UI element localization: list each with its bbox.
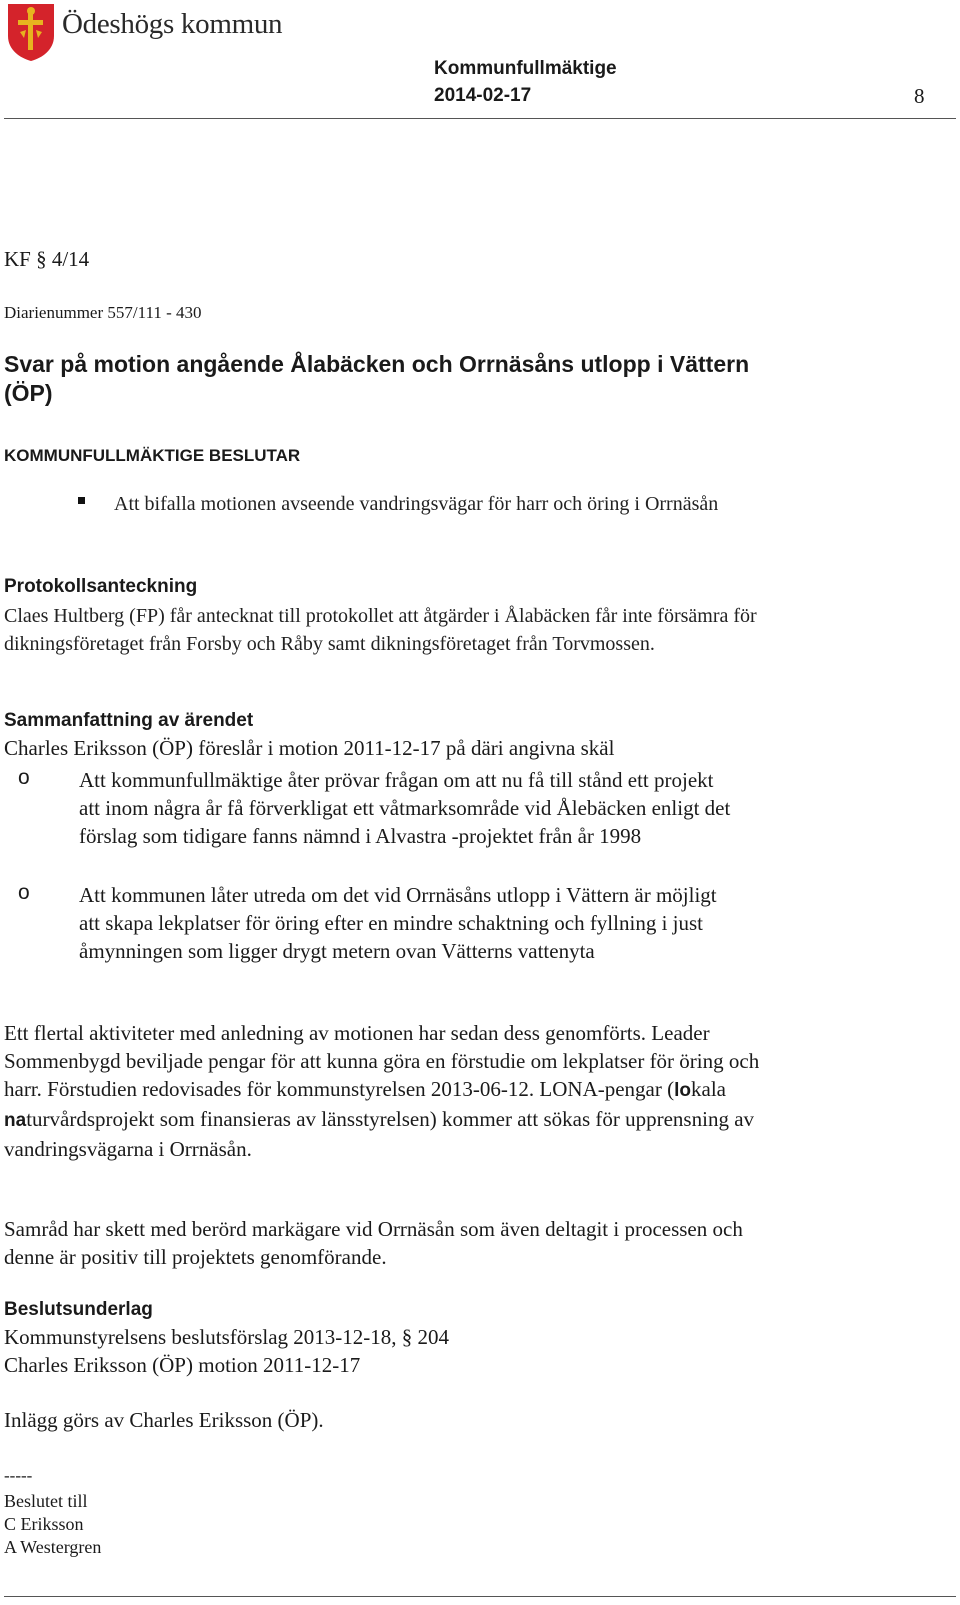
- basis-heading: Beslutsunderlag: [4, 1299, 153, 1320]
- footer-divider: [4, 1596, 956, 1597]
- logo-wordmark: Ödeshögs kommun: [62, 8, 283, 40]
- protocol-note-text: Claes Hultberg (FP) får antecknat till protokollet att åtgärder i Ålabäcken får inte försämra för dikningsföretaget från Forsby och Råby samt dikningsföretaget från Torvmossen.: [4, 605, 757, 655]
- list-marker: o: [18, 766, 30, 789]
- basis-item: Kommunstyrelsens beslutsförslag 2013-12-18, § 204: [4, 1325, 450, 1349]
- statement: Inlägg görs av Charles Eriksson (ÖP).: [4, 1408, 324, 1432]
- recipient: C Eriksson: [4, 1514, 84, 1534]
- square-bullet-icon: [78, 497, 85, 504]
- summary-intro: Charles Eriksson (ÖP) föreslår i motion 2011-12-17 på däri angivna skäl: [4, 736, 615, 760]
- list-item: Att kommunfullmäktige åter prövar frågan om att nu få till stånd ett projekt att inom några år få förverkligat ett våtmarksområde vid Ålebäcken enligt det förslag som tidigare fanns nämnd i Alvastra -projektet från år 1998: [79, 768, 731, 848]
- page-title: Svar på motion angående Ålabäcken och Orrnäsåns utlopp i Vättern (ÖP): [4, 351, 750, 406]
- summary-text: kala: [691, 1077, 726, 1101]
- coat-of-arms-icon: [4, 2, 60, 62]
- summary-text: Ett flertal aktiviteter med anledning av motionen har sedan dess genomförts. Leader Sommenbygd beviljade pengar för att kunna göra en förstudie om lekplatser för öring och harr. Förstudien redovisades för kommunstyrelsen 2013-06-12. LONA-pengar (: [4, 1021, 760, 1101]
- meeting-name: Kommunfullmäktige: [434, 58, 617, 79]
- diarienummer: Diarienummer 557/111 - 430: [4, 303, 202, 322]
- emphasis: lo: [674, 1080, 691, 1101]
- protocol-note-heading: Protokollsanteckning: [4, 576, 198, 597]
- emphasis: na: [4, 1110, 27, 1131]
- list-marker: o: [18, 881, 30, 904]
- separator: -----: [4, 1466, 33, 1485]
- basis-item: Charles Eriksson (ÖP) motion 2011-12-17: [4, 1353, 361, 1377]
- distribution-heading: Beslutet till: [4, 1491, 88, 1511]
- page-number: 8: [914, 84, 925, 108]
- meeting-date: 2014-02-17: [434, 85, 532, 106]
- recipient: A Westergren: [4, 1537, 102, 1557]
- summary-text: turvårdsprojekt som finansieras av länsstyrelsen) kommer att sökas för upprensning av vandringsvägarna i Orrnäsån.: [4, 1107, 755, 1161]
- case-reference: KF § 4/14: [4, 247, 90, 271]
- summary-paragraph: Samråd har skett med berörd markägare vid Orrnäsån som även deltagit i processen och denne är positiv till projektets genomförande.: [4, 1217, 743, 1269]
- summary-paragraph: [4, 1019, 764, 1163]
- list-item: Att kommunen låter utreda om det vid Orrnäsåns utlopp i Vättern är möjligt att skapa lekplatser för öring efter en mindre schaktning och fyllning i just åmynningen som ligger drygt metern ovan Vätterns vattenyta: [79, 883, 717, 963]
- decision-heading: KOMMUNFULLMÄKTIGE BESLUTAR: [4, 446, 301, 465]
- header-divider: [4, 118, 956, 119]
- summary-heading: Sammanfattning av ärendet: [4, 710, 254, 731]
- municipality-logo: [4, 2, 324, 62]
- decision-item: Att bifalla motionen avseende vandringsvägar för harr och öring i Orrnäsån: [114, 493, 719, 515]
